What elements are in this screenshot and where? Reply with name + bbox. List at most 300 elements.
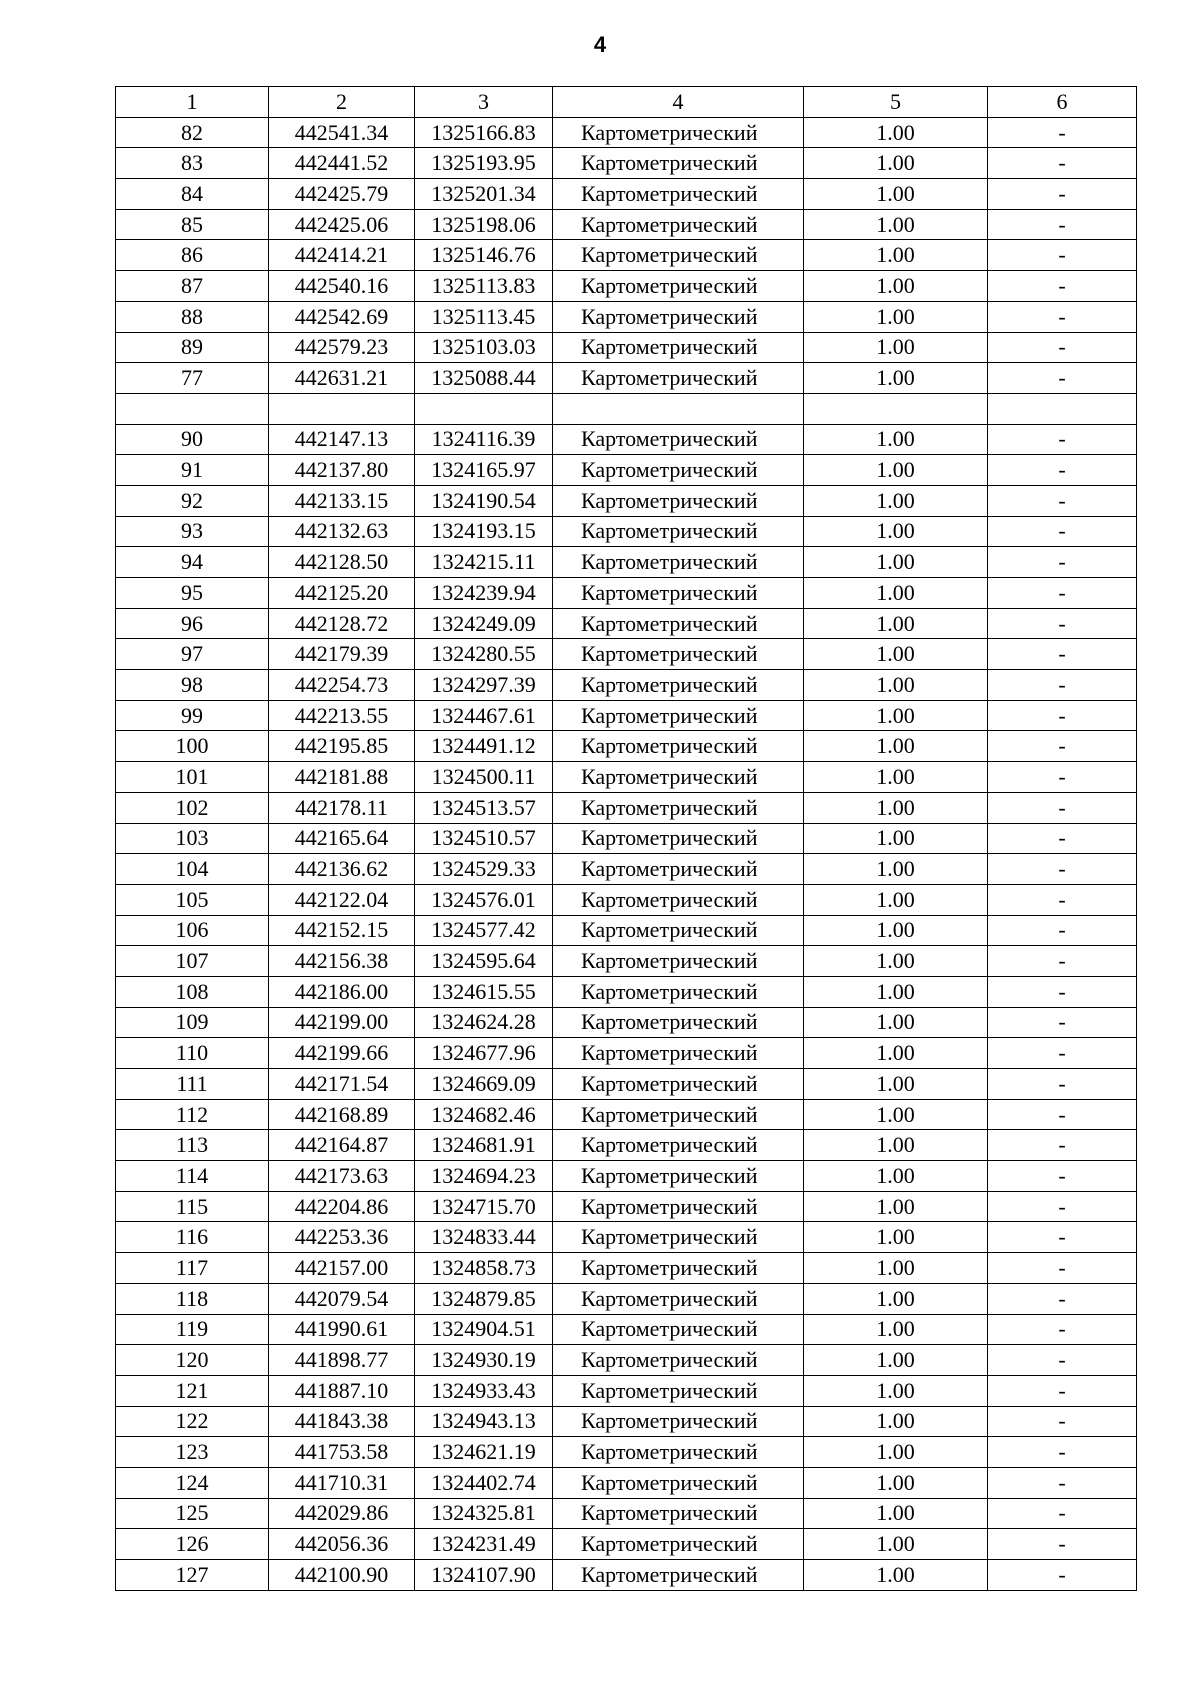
y-coordinate-cell: 1324694.23 [415,1161,553,1192]
method-cell: Картометрический [553,639,804,670]
header-col-2: 2 [269,87,415,118]
x-coordinate-cell [269,393,415,424]
note-cell: - [988,1529,1137,1560]
table-row [116,670,1137,701]
note-cell: - [988,670,1137,701]
accuracy-cell: 1.00 [804,148,988,179]
accuracy-cell: 1.00 [804,117,988,148]
header-col-4: 4 [553,87,804,118]
point-number-cell: 112 [116,1099,269,1130]
x-coordinate-cell: 442029.86 [269,1498,415,1529]
y-coordinate-cell: 1324193.15 [415,516,553,547]
header-col-5: 5 [804,87,988,118]
y-coordinate-cell: 1325198.06 [415,209,553,240]
note-cell: - [988,792,1137,823]
note-cell: - [988,240,1137,271]
point-number-cell: 118 [116,1283,269,1314]
accuracy-cell: 1.00 [804,1130,988,1161]
method-cell: Картометрический [553,1161,804,1192]
method-cell: Картометрический [553,148,804,179]
table-row [116,1099,1137,1130]
x-coordinate-cell: 442100.90 [269,1560,415,1591]
y-coordinate-cell: 1324615.55 [415,976,553,1007]
point-number-cell: 94 [116,547,269,578]
x-coordinate-cell: 442204.86 [269,1191,415,1222]
x-coordinate-cell: 442152.15 [269,915,415,946]
table-row [116,1191,1137,1222]
x-coordinate-cell: 442425.79 [269,179,415,210]
method-cell: Картометрический [553,854,804,885]
point-number-cell: 91 [116,455,269,486]
method-cell: Картометрический [553,884,804,915]
method-cell: Картометрический [553,485,804,516]
header-col-3: 3 [415,87,553,118]
note-cell: - [988,179,1137,210]
note-cell: - [988,946,1137,977]
accuracy-cell: 1.00 [804,884,988,915]
y-coordinate-cell: 1324715.70 [415,1191,553,1222]
accuracy-cell: 1.00 [804,516,988,547]
table-row [116,884,1137,915]
x-coordinate-cell: 442173.63 [269,1161,415,1192]
x-coordinate-cell: 442122.04 [269,884,415,915]
accuracy-cell: 1.00 [804,976,988,1007]
point-number-cell: 120 [116,1345,269,1376]
y-coordinate-cell: 1324190.54 [415,485,553,516]
table-row [116,393,1137,424]
note-cell: - [988,731,1137,762]
accuracy-cell: 1.00 [804,179,988,210]
accuracy-cell: 1.00 [804,1314,988,1345]
method-cell: Картометрический [553,332,804,363]
y-coordinate-cell: 1324280.55 [415,639,553,670]
method-cell: Картометрический [553,1560,804,1591]
y-coordinate-cell: 1325193.95 [415,148,553,179]
table-row [116,700,1137,731]
y-coordinate-cell: 1324325.81 [415,1498,553,1529]
note-cell: - [988,1038,1137,1069]
y-coordinate-cell: 1325113.83 [415,271,553,302]
y-coordinate-cell: 1324681.91 [415,1130,553,1161]
point-number-cell: 104 [116,854,269,885]
table-row [116,240,1137,271]
x-coordinate-cell: 442441.52 [269,148,415,179]
method-cell: Картометрический [553,424,804,455]
point-number-cell: 92 [116,485,269,516]
point-number-cell: 84 [116,179,269,210]
point-number-cell: 102 [116,792,269,823]
accuracy-cell: 1.00 [804,1007,988,1038]
x-coordinate-cell: 442540.16 [269,271,415,302]
accuracy-cell: 1.00 [804,854,988,885]
table-row [116,1222,1137,1253]
point-number-cell: 86 [116,240,269,271]
page-number: 4 [593,32,607,57]
y-coordinate-cell: 1324933.43 [415,1375,553,1406]
accuracy-cell: 1.00 [804,1560,988,1591]
header-row [116,87,1137,118]
y-coordinate-cell: 1325088.44 [415,363,553,394]
table-row [116,823,1137,854]
accuracy-cell: 1.00 [804,485,988,516]
note-cell: - [988,1345,1137,1376]
method-cell: Картометрический [553,915,804,946]
table-row [116,1069,1137,1100]
table-row [116,1467,1137,1498]
table-row [116,1560,1137,1591]
method-cell: Картометрический [553,240,804,271]
point-number-cell: 110 [116,1038,269,1069]
y-coordinate-cell: 1325166.83 [415,117,553,148]
note-cell: - [988,915,1137,946]
accuracy-cell: 1.00 [804,1099,988,1130]
note-cell: - [988,1191,1137,1222]
y-coordinate-cell: 1324858.73 [415,1253,553,1284]
table-row [116,915,1137,946]
table-row [116,1038,1137,1069]
note-cell: - [988,608,1137,639]
note-cell: - [988,1222,1137,1253]
accuracy-cell: 1.00 [804,1253,988,1284]
point-number-cell: 126 [116,1529,269,1560]
accuracy-cell: 1.00 [804,1529,988,1560]
header-col-1: 1 [116,87,269,118]
point-number-cell: 115 [116,1191,269,1222]
note-cell: - [988,639,1137,670]
y-coordinate-cell: 1324595.64 [415,946,553,977]
accuracy-cell: 1.00 [804,639,988,670]
y-coordinate-cell: 1325103.03 [415,332,553,363]
table-row [116,424,1137,455]
accuracy-cell: 1.00 [804,762,988,793]
table-row [116,1007,1137,1038]
point-number-cell [116,393,269,424]
note-cell: - [988,1253,1137,1284]
point-number-cell: 127 [116,1560,269,1591]
method-cell: Картометрический [553,792,804,823]
y-coordinate-cell: 1324930.19 [415,1345,553,1376]
point-number-cell: 114 [116,1161,269,1192]
method-cell [553,393,804,424]
method-cell: Картометрический [553,455,804,486]
note-cell: - [988,976,1137,1007]
method-cell: Картометрический [553,1437,804,1468]
x-coordinate-cell: 441990.61 [269,1314,415,1345]
table-row [116,1283,1137,1314]
y-coordinate-cell: 1324297.39 [415,670,553,701]
x-coordinate-cell: 442147.13 [269,424,415,455]
y-coordinate-cell: 1324500.11 [415,762,553,793]
y-coordinate-cell: 1324904.51 [415,1314,553,1345]
y-coordinate-cell: 1324576.01 [415,884,553,915]
y-coordinate-cell: 1324621.19 [415,1437,553,1468]
table-row [116,1529,1137,1560]
y-coordinate-cell: 1324669.09 [415,1069,553,1100]
y-coordinate-cell: 1324577.42 [415,915,553,946]
x-coordinate-cell: 442541.34 [269,117,415,148]
accuracy-cell: 1.00 [804,424,988,455]
x-coordinate-cell: 442137.80 [269,455,415,486]
method-cell: Картометрический [553,1467,804,1498]
note-cell: - [988,1283,1137,1314]
point-number-cell: 125 [116,1498,269,1529]
accuracy-cell: 1.00 [804,455,988,486]
method-cell: Картометрический [553,363,804,394]
x-coordinate-cell: 442165.64 [269,823,415,854]
accuracy-cell: 1.00 [804,1038,988,1069]
y-coordinate-cell: 1325113.45 [415,301,553,332]
method-cell: Картометрический [553,1375,804,1406]
accuracy-cell: 1.00 [804,1467,988,1498]
point-number-cell: 121 [116,1375,269,1406]
note-cell: - [988,1498,1137,1529]
x-coordinate-cell: 442253.36 [269,1222,415,1253]
x-coordinate-cell: 442199.00 [269,1007,415,1038]
point-number-cell: 82 [116,117,269,148]
note-cell: - [988,1161,1137,1192]
table-row [116,1406,1137,1437]
x-coordinate-cell: 442056.36 [269,1529,415,1560]
y-coordinate-cell: 1324879.85 [415,1283,553,1314]
note-cell: - [988,209,1137,240]
x-coordinate-cell: 441753.58 [269,1437,415,1468]
x-coordinate-cell: 442186.00 [269,976,415,1007]
accuracy-cell: 1.00 [804,946,988,977]
accuracy-cell: 1.00 [804,792,988,823]
y-coordinate-cell: 1324249.09 [415,608,553,639]
point-number-cell: 87 [116,271,269,302]
note-cell: - [988,854,1137,885]
method-cell: Картометрический [553,209,804,240]
note-cell: - [988,1406,1137,1437]
method-cell: Картометрический [553,1314,804,1345]
accuracy-cell: 1.00 [804,1222,988,1253]
point-number-cell: 83 [116,148,269,179]
coordinates-table [115,86,1137,1591]
table-body [116,117,1137,1590]
method-cell: Картометрический [553,301,804,332]
accuracy-cell: 1.00 [804,1437,988,1468]
method-cell: Картометрический [553,578,804,609]
method-cell: Картометрический [553,762,804,793]
x-coordinate-cell: 442079.54 [269,1283,415,1314]
table-row [116,608,1137,639]
point-number-cell: 105 [116,884,269,915]
y-coordinate-cell: 1324677.96 [415,1038,553,1069]
method-cell: Картометрический [553,1253,804,1284]
note-cell: - [988,1099,1137,1130]
y-coordinate-cell: 1324833.44 [415,1222,553,1253]
x-coordinate-cell: 442168.89 [269,1099,415,1130]
y-coordinate-cell: 1324513.57 [415,792,553,823]
point-number-cell: 109 [116,1007,269,1038]
x-coordinate-cell: 442414.21 [269,240,415,271]
method-cell: Картометрический [553,700,804,731]
x-coordinate-cell: 441898.77 [269,1345,415,1376]
table-row [116,1345,1137,1376]
y-coordinate-cell: 1324467.61 [415,700,553,731]
table-row [116,1314,1137,1345]
note-cell: - [988,148,1137,179]
note-cell: - [988,301,1137,332]
method-cell: Картометрический [553,1191,804,1222]
y-coordinate-cell: 1324107.90 [415,1560,553,1591]
x-coordinate-cell: 442125.20 [269,578,415,609]
point-number-cell: 90 [116,424,269,455]
point-number-cell: 93 [116,516,269,547]
accuracy-cell: 1.00 [804,823,988,854]
point-number-cell: 77 [116,363,269,394]
table-row [116,1161,1137,1192]
x-coordinate-cell: 442631.21 [269,363,415,394]
x-coordinate-cell: 442164.87 [269,1130,415,1161]
note-cell: - [988,455,1137,486]
table-row [116,1437,1137,1468]
method-cell: Картометрический [553,117,804,148]
point-number-cell: 99 [116,700,269,731]
table-row [116,946,1137,977]
note-cell: - [988,1467,1137,1498]
point-number-cell: 107 [116,946,269,977]
table-row [116,547,1137,578]
x-coordinate-cell: 442132.63 [269,516,415,547]
method-cell: Картометрический [553,823,804,854]
accuracy-cell: 1.00 [804,301,988,332]
table-row [116,271,1137,302]
x-coordinate-cell: 442157.00 [269,1253,415,1284]
x-coordinate-cell: 441843.38 [269,1406,415,1437]
note-cell: - [988,117,1137,148]
x-coordinate-cell: 442195.85 [269,731,415,762]
table-row [116,209,1137,240]
point-number-cell: 123 [116,1437,269,1468]
point-number-cell: 101 [116,762,269,793]
x-coordinate-cell: 441710.31 [269,1467,415,1498]
y-coordinate-cell: 1324624.28 [415,1007,553,1038]
table-row [116,639,1137,670]
method-cell: Картометрический [553,179,804,210]
note-cell: - [988,762,1137,793]
table-row [116,117,1137,148]
point-number-cell: 97 [116,639,269,670]
table-row [116,1130,1137,1161]
method-cell: Картометрический [553,271,804,302]
method-cell: Картометрический [553,1099,804,1130]
note-cell: - [988,271,1137,302]
method-cell: Картометрический [553,946,804,977]
note-cell: - [988,884,1137,915]
method-cell: Картометрический [553,1498,804,1529]
point-number-cell: 98 [116,670,269,701]
note-cell: - [988,424,1137,455]
x-coordinate-cell: 442178.11 [269,792,415,823]
point-number-cell: 122 [116,1406,269,1437]
point-number-cell: 95 [116,578,269,609]
table-row [116,455,1137,486]
table-row [116,1253,1137,1284]
table-row [116,148,1137,179]
x-coordinate-cell: 442542.69 [269,301,415,332]
point-number-cell: 85 [116,209,269,240]
table-row [116,731,1137,762]
table-row [116,332,1137,363]
y-coordinate-cell [415,393,553,424]
y-coordinate-cell: 1324943.13 [415,1406,553,1437]
table-row [116,578,1137,609]
point-number-cell: 88 [116,301,269,332]
note-cell: - [988,332,1137,363]
note-cell: - [988,363,1137,394]
method-cell: Картометрический [553,1283,804,1314]
method-cell: Картометрический [553,1222,804,1253]
method-cell: Картометрический [553,1345,804,1376]
x-coordinate-cell: 442254.73 [269,670,415,701]
table-header [116,87,1137,118]
y-coordinate-cell: 1325201.34 [415,179,553,210]
point-number-cell: 116 [116,1222,269,1253]
method-cell: Картометрический [553,1130,804,1161]
accuracy-cell: 1.00 [804,915,988,946]
table-row [116,516,1137,547]
point-number-cell: 113 [116,1130,269,1161]
x-coordinate-cell: 442181.88 [269,762,415,793]
method-cell: Картометрический [553,670,804,701]
table-row [116,179,1137,210]
point-number-cell: 100 [116,731,269,762]
x-coordinate-cell: 442156.38 [269,946,415,977]
x-coordinate-cell: 442171.54 [269,1069,415,1100]
table-row [116,1375,1137,1406]
x-coordinate-cell: 441887.10 [269,1375,415,1406]
note-cell: - [988,1007,1137,1038]
accuracy-cell: 1.00 [804,670,988,701]
method-cell: Картометрический [553,976,804,1007]
y-coordinate-cell: 1324231.49 [415,1529,553,1560]
x-coordinate-cell: 442425.06 [269,209,415,240]
accuracy-cell: 1.00 [804,363,988,394]
method-cell: Картометрический [553,1406,804,1437]
y-coordinate-cell: 1324116.39 [415,424,553,455]
accuracy-cell: 1.00 [804,1161,988,1192]
accuracy-cell: 1.00 [804,332,988,363]
x-coordinate-cell: 442179.39 [269,639,415,670]
accuracy-cell: 1.00 [804,1406,988,1437]
point-number-cell: 96 [116,608,269,639]
point-number-cell: 106 [116,915,269,946]
x-coordinate-cell: 442199.66 [269,1038,415,1069]
table-row [116,792,1137,823]
accuracy-cell: 1.00 [804,1498,988,1529]
x-coordinate-cell: 442128.50 [269,547,415,578]
y-coordinate-cell: 1325146.76 [415,240,553,271]
accuracy-cell: 1.00 [804,700,988,731]
method-cell: Картометрический [553,731,804,762]
note-cell: - [988,823,1137,854]
x-coordinate-cell: 442213.55 [269,700,415,731]
point-number-cell: 117 [116,1253,269,1284]
accuracy-cell [804,393,988,424]
y-coordinate-cell: 1324239.94 [415,578,553,609]
point-number-cell: 124 [116,1467,269,1498]
point-number-cell: 111 [116,1069,269,1100]
note-cell: - [988,516,1137,547]
y-coordinate-cell: 1324682.46 [415,1099,553,1130]
accuracy-cell: 1.00 [804,1375,988,1406]
note-cell: - [988,1069,1137,1100]
x-coordinate-cell: 442136.62 [269,854,415,885]
table-row [116,363,1137,394]
note-cell: - [988,1375,1137,1406]
